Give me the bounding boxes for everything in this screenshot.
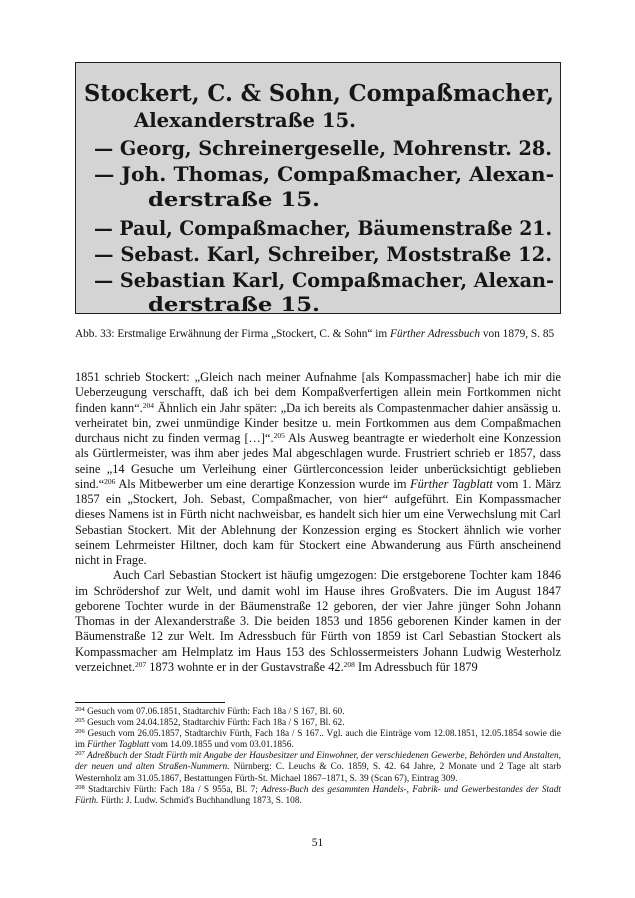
paragraph-2: Auch Carl Sebastian Stockert ist häufig umgezogen: Die erstgeborene Tochter kam 1846 im Schrödershof zur Welt, und damit wohl im Hause ihres Großvaters. Die im August 1847 geborene Tochter wurde in der Bäumenstraße 12 geboren, der vier Jahre jünger Sohn Johann Thomas in der Alexanderstraße 3. Die beiden 1853 und 1856 geborenen Kinder kamen in der Bäumenstraße 12 zur Welt. Im Adressbuch für Fürth von 1859 ist Carl Sebastian Stockert als Kompassmacher am Helmplatz im Haus 153 des Schlossermeisters Johann Ludwig Westerholz verzeichnet.$^{207}$ 1873 wohnte er in der Gustavstraße 42.$^{208}$ Im Adressbuch für 1879 (75, 568, 561, 674)
footnote-208: $^{208}$ Stadtarchiv Fürth: Fach 18a / S 955a, Bl. 7; Adress-Buch des gesammten Handels-, Fabrik- und Gewerbestandes der Stadt Fürth. Fürth: J. Ludw. Schmid's Buchhandlung 1873, S. 108. (75, 783, 562, 806)
scan-line-6: — Paul, Compaßmacher, Bäumenstraße 21. (94, 216, 552, 240)
scan-line-4: — Joh. Thomas, Compaßmacher, Alexan- (94, 162, 554, 186)
scan-line-5: derstraße 15. (148, 187, 320, 211)
footnote-separator (75, 702, 225, 703)
body-text (75, 370, 561, 675)
scan-line-9: derstraße 15. (148, 292, 320, 315)
address-book-scan-figure (75, 62, 561, 314)
footnote-ref-208[interactable]: 208 (343, 659, 355, 669)
scan-line-8: — Sebastian Karl, Compaßmacher, Alexan- (94, 268, 554, 292)
footnote-ref-205[interactable]: 205 (273, 431, 285, 440)
footnote-206: $^{206}$ Gesuch vom 26.05.1857, Stadtarchiv Fürth, Fach 18a / S 167.. Vgl. auch die Einträge vom 12.08.1851, 12.05.1854 sowie die im Fürther Tagblatt vom 14.09.1855 und vom 03.01.1856. (75, 728, 561, 751)
figure-caption (75, 327, 561, 341)
scan-line-3: — Georg, Schreinergeselle, Mohrenstr. 28. (94, 136, 552, 160)
address-book-scan-image (76, 63, 561, 314)
scan-line-2: Alexanderstraße 15. (133, 108, 356, 132)
caption-italic: Fürther Adressbuch (390, 328, 481, 340)
footnote-207: $^{207}$ Adreßbuch der Stadt Fürth mit Angabe der Hausbesitzer und Einwohner, der verschiedenen Gewerbe, Behörden und Anstalten, der neuen und alten Straßen-Nummern. Nürnberg: C. Leuchs & Co. 1859, S. 42. 64 Jahre, 2 Monate und 2 Tage alt starb Westernholz am 31.05.1867, Bestattungen Fürth-St. Michael 1867–1871, S. 39 (Scan 67), Eintrag 309. (75, 750, 562, 784)
page-number: 51 (311, 837, 324, 849)
footnote-ref-204[interactable]: 204 (142, 400, 155, 410)
caption-text: Abb. 33: Erstmalige Erwähnung der Firma „Stockert, C. & Sohn“ im (75, 328, 391, 340)
footnote-ref-207[interactable]: 207 (134, 659, 147, 669)
footnotes (75, 707, 561, 807)
paragraph-1: 1851 schrieb Stockert: „Gleich nach meiner Aufnahme [als Kompassmacher] habe ich mir die Ueberzeugung verschafft, daß ich bei dem Kompaßverfertigen allein mein Fortkommen nicht finden kann“.$^{204}$ Ähnlich ein Jahr später: „Da ich bereits als Compastenmacher dahier ansässig u. verheiratet bin, zwei unmündige Kinder besitze u. mein Fortkommen aus dem Compaßmachen durchaus nicht zu finden vermag […]“.$^{205}$ Als Ausweg beantragte er wiederholt eine Konzession als Gürtlermeister, was ihm aber jedes Mal abgeschlagen wurde. Frustriert schrieb er 1857, dass seine „14 Gesuche um Verleihung einer Gürtlerconcession leider unberücksichtigt geblieben sind.“$^{206}$ Als Mitbewerber um eine derartige Konzession wurde im Fürther Tagblatt vom 1. März 1857 ein „Stockert, Joh. Sebast, Compaßmacher, von hier“ aufgeführt. Ein Kompassmacher dieses Namens ist in Fürth nicht nachweisbar, es handelt sich hier um eine Verwechslung mit Carl Sebastian Stockert. Mit der Ablehnung der Konzession erging es Stockert ähnlich wie vorher seinem Lehrmeister Hiltner, doch kam für Stockert eine Abwanderung aus Fürth anscheinend nicht in Frage. (75, 370, 561, 567)
scan-line-7: — Sebast. Karl, Schreiber, Moststraße 12. (94, 242, 552, 266)
footnote-205: $^{205}$ Gesuch vom 24.04.1852, Stadtarchiv Fürth: Fach 18a / S 167, Bl. 62. (75, 717, 345, 729)
footnote-ref-206[interactable]: 206 (104, 476, 116, 486)
scan-line-1: Stockert, C. & Sohn, Compaßmacher, (84, 79, 554, 107)
caption-text-end: von 1879, S. 85 (480, 328, 555, 340)
footnote-204: $^{204}$ Gesuch vom 07.06.1851, Stadtarchiv Fürth: Fach 18a / S 167, Bl. 60. (75, 706, 345, 717)
